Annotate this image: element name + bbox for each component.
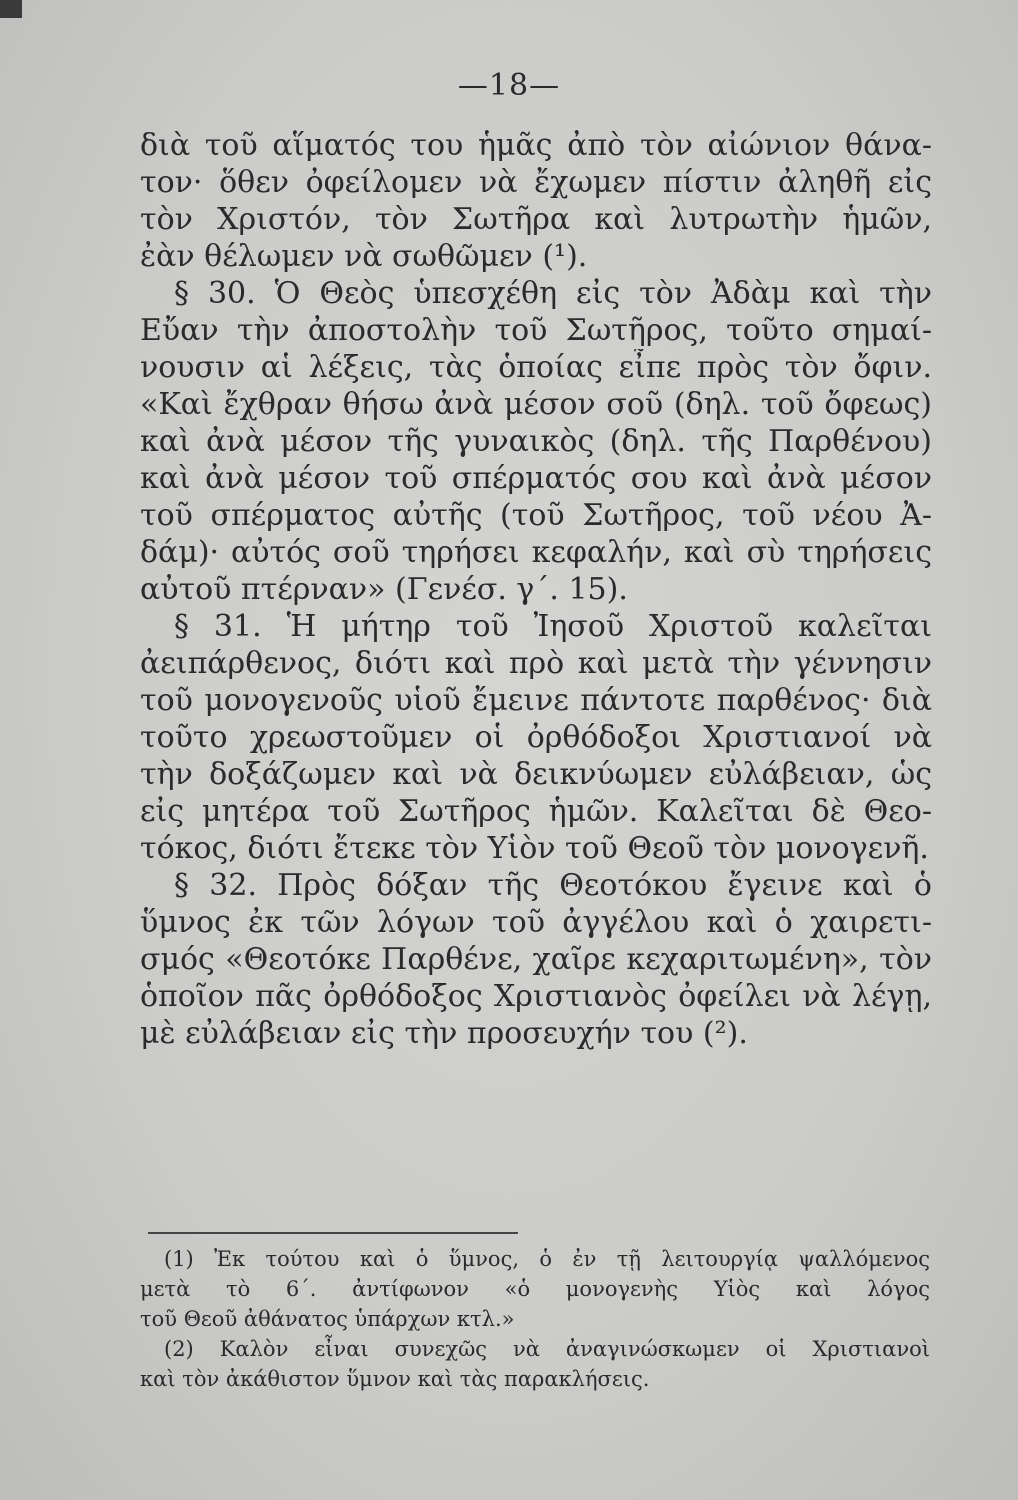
footnote-line: (1) Ἐκ τούτου καὶ ὁ ὕμνος, ὁ ἐν τῇ λειτουργίᾳ ψαλλόμενος [164, 1247, 930, 1271]
page-number: —18— [457, 68, 561, 103]
body-text [140, 127, 932, 1052]
text-line: «Καὶ ἔχθραν θήσω ἀνὰ μέσον σοῦ (δηλ. τοῦ ὄφεως) [140, 387, 932, 422]
text-line: τόκος, διότι ἔτεκε τὸν Υἱὸν τοῦ Θεοῦ τὸν μονογενῆ. [140, 831, 929, 866]
footnote-line: (2) Καλὸν εἶναι συνεχῶς νὰ ἀναγινώσκωμεν οἱ Χριστιανοὶ [164, 1337, 930, 1361]
text-line: καὶ ἀνὰ μέσον τῆς γυναικὸς (δηλ. τῆς Παρθένου) [140, 424, 932, 459]
text-line: ἐὰν θέλωμεν νὰ σωθῶμεν (¹). [140, 239, 588, 274]
footnote-rule [148, 1232, 518, 1234]
scan-corner-mark [0, 0, 22, 18]
text-line: αὐτοῦ πτέρναν» (Γενέσ. γ΄. 15). [140, 572, 628, 607]
text-line: εἰς μητέρα τοῦ Σωτῆρος ἡμῶν. Καλεῖται δὲ Θεο- [140, 794, 932, 829]
footnote-line: μετὰ τὸ 6΄. ἀντίφωνον «ὁ μονογενὴς Υἱὸς καὶ λόγος [140, 1277, 930, 1301]
text-line: τὸν Χριστόν, τὸν Σωτῆρα καὶ λυτρωτὴν ἡμῶν, [140, 202, 932, 237]
footnotes [140, 1244, 930, 1394]
text-line: τὴν δοξάζωμεν καὶ νὰ δεικνύωμεν εὐλάβειαν, ὡς [140, 757, 932, 792]
text-line: Εὔαν τὴν ἀποστολὴν τοῦ Σωτῆρος, τοῦτο σημαί- [140, 313, 932, 348]
text-line: § 32. Πρὸς δόξαν τῆς Θεοτόκου ἔγεινε καὶ ὁ [174, 868, 932, 903]
footnote-line: καὶ τὸν ἀκάθιστον ὕμνον καὶ τὰς παρακλήσεις. [140, 1367, 650, 1391]
text-line: ὕμνος ἐκ τῶν λόγων τοῦ ἀγγέλου καὶ ὁ χαιρετι- [140, 905, 932, 940]
text-line: διὰ τοῦ αἵματός του ἡμᾶς ἀπὸ τὸν αἰώνιον θάνα- [140, 128, 932, 163]
text-line: τοῦ μονογενοῦς υἱοῦ ἔμεινε πάντοτε παρθένος· διὰ [140, 683, 932, 718]
text-line: § 30. Ὁ Θεὸς ὑπεσχέθη εἰς τὸν Ἀδὰμ καὶ τὴν [174, 276, 932, 311]
text-line: σμός «Θεοτόκε Παρθένε, χαῖρε κεχαριτωμένη», τὸν [140, 942, 932, 977]
text-line: § 31. Ἡ μήτηρ τοῦ Ἰησοῦ Χριστοῦ καλεῖται [174, 609, 932, 644]
text-line: τον· ὅθεν ὀφείλομεν νὰ ἔχωμεν πίστιν ἀληθῆ εἰς [140, 165, 932, 200]
text-line: μὲ εὐλάβειαν εἰς τὴν προσευχήν του (²). [140, 1016, 748, 1051]
text-line: ὁποῖον πᾶς ὀρθόδοξος Χριστιανὸς ὀφείλει νὰ λέγῃ, [140, 979, 932, 1014]
text-line: δάμ)· αὐτός σοῦ τηρήσει κεφαλήν, καὶ σὺ τηρήσεις [140, 535, 932, 570]
text-line: ἀειπάρθενος, διότι καὶ πρὸ καὶ μετὰ τὴν γέννησιν [140, 646, 932, 681]
text-line: τοῦ σπέρματος αὐτῆς (τοῦ Σωτῆρος, τοῦ νέου Ἀ- [140, 498, 932, 533]
text-line: τοῦτο χρεωστοῦμεν οἱ ὀρθόδοξοι Χριστιανοί νὰ [140, 720, 932, 755]
footnote-line: τοῦ Θεοῦ ἀθάνατος ὑπάρχων κτλ.» [140, 1307, 515, 1331]
text-line: καὶ ἀνὰ μέσον τοῦ σπέρματός σου καὶ ἀνὰ μέσον [140, 461, 932, 496]
text-line: νουσιν αἱ λέξεις, τὰς ὁποίας εἶπε πρὸς τὸν ὄφιν. [140, 350, 932, 385]
